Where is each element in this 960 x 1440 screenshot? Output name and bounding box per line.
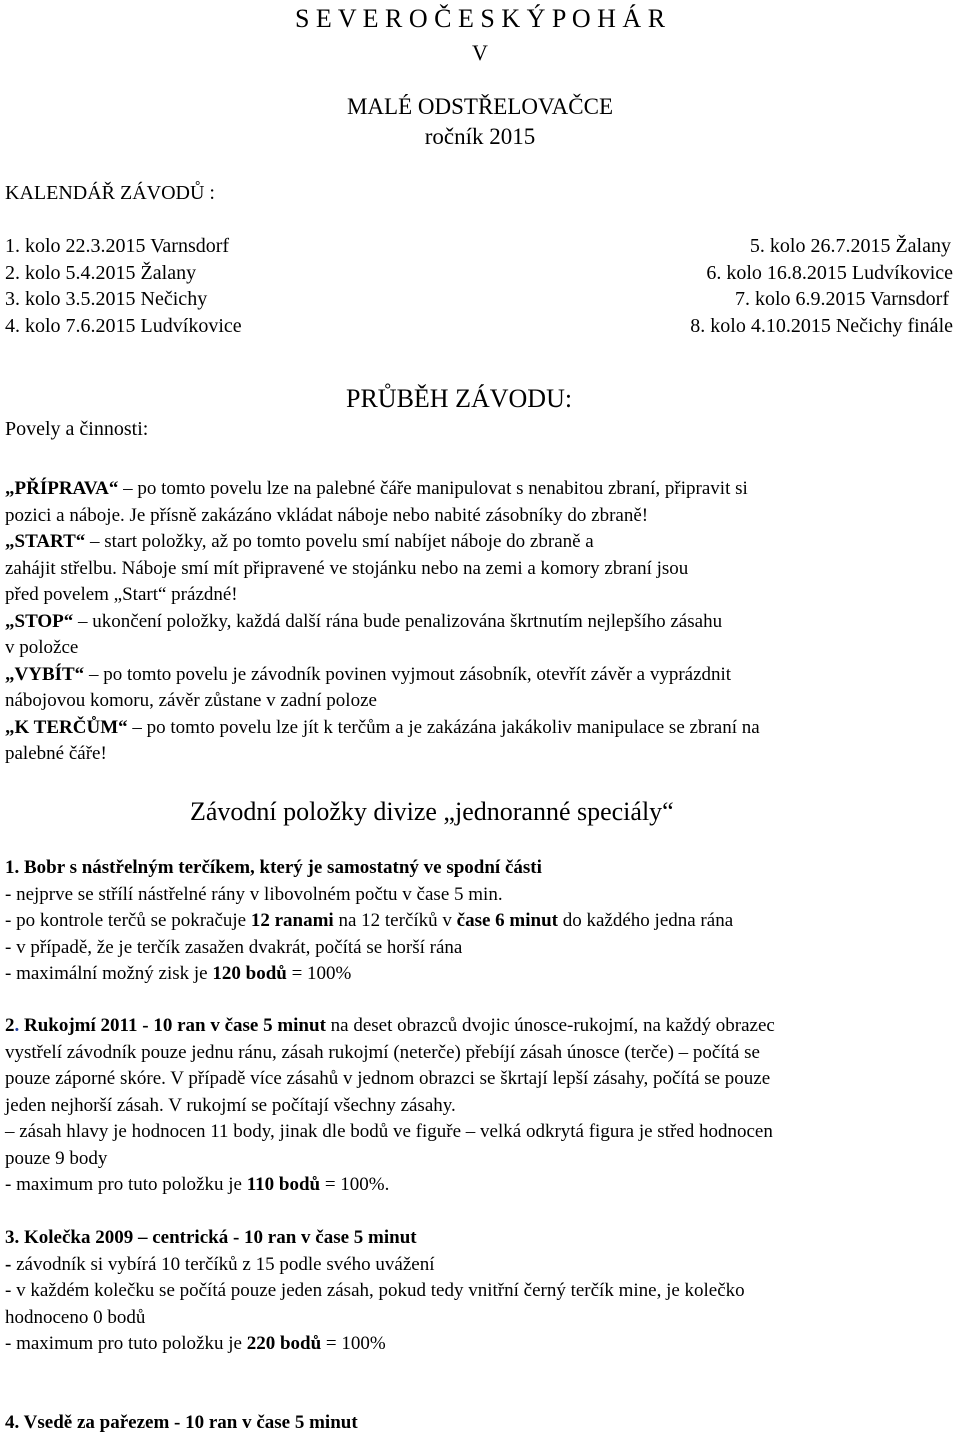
calendar-entry: 2. kolo 5.4.2015 Žalany	[5, 261, 197, 284]
item-title: 1. Bobr s nástřelným terčíkem, který je samostatný ve spodní části	[5, 857, 542, 878]
item-1: 1. Bobr s nástřelným terčíkem, který je samostatný ve spodní části - nejprve se střílí nástřelné rány v libovolném počtu v čase 5 min. - po kontrole terčů se pokračuje 12 ranami na 12 terčíků v čase 6 minut do každého jedna rána - v případě, že je terčík zasažen dvakrát, počítá se horší rána - maximální možný zisk je 120 bodů = 100%	[5, 855, 925, 988]
command-name: „K TERČŮM“	[5, 716, 128, 738]
item-line: 2. Rukojmí 2011 - 10 ran v čase 5 minut na deset obrazců dvojic únosce-rukojmí, na každý obrazec	[5, 1015, 775, 1036]
command-priprava: „PŘÍPRAVA“ – po tomto povelu lze na palebné čáře manipulovat s nenabitou zbraní, připravit si pozici a náboje. Je přísně zakázáno vkládat náboje nebo nabité zásobníky do zbraně!	[5, 478, 748, 526]
item-line: - maximum pro tuto položku je 110 bodů = 100%.	[5, 1174, 390, 1195]
commands-label: Povely a činnosti:	[5, 418, 149, 440]
calendar-entry: 8. kolo 4.10.2015 Nečichy finále	[690, 314, 953, 337]
item-title: Rukojmí 2011 - 10 ran v čase 5 minut	[19, 1015, 326, 1036]
subtitle-category: MALÉ ODSTŘELOVAČCE	[346, 94, 613, 119]
calendar-entry: 3. kolo 3.5.2015 Nečichy	[5, 288, 208, 310]
items-heading: Závodní položky divize „jednoranné speciály“	[190, 797, 674, 826]
page-title-v: V	[472, 40, 488, 65]
command-k-tercum: „K TERČŮM“ – po tomto povelu lze jít k terčům a je zakázána jakákoliv manipulace se zbraní na palebné čáře!	[5, 716, 760, 764]
calendar-heading: KALENDÁŘ ZÁVODŮ :	[5, 182, 215, 204]
calendar-entry: 5. kolo 26.7.2015 Žalany	[749, 235, 951, 257]
item-line: - maximum pro tuto položku je 220 bodů = 100%	[5, 1333, 386, 1354]
commands-list	[5, 476, 925, 768]
item-line: - závodník si vybírá 10 terčíků z 15 podle svého uvážení	[5, 1253, 435, 1275]
item-3: 3. Kolečka 2009 – centrická - 10 ran v čase 5 minut - závodník si vybírá 10 terčíků z 15 podle svého uvážení - v každém kolečku se počítá pouze jeden zásah, pokud tedy vnitřní černý terčík mine, je kolečko hodnoceno 0 bodů - maximum pro tuto položku je 220 bodů = 100%	[5, 1225, 925, 1358]
progress-heading: PRŮBĚH ZÁVODU:	[346, 384, 573, 413]
subtitle-year: ročník 2015	[424, 124, 536, 149]
item-line: - maximální možný zisk je 120 bodů = 100%	[5, 963, 352, 984]
calendar-entry: 4. kolo 7.6.2015 Ludvíkovice	[5, 314, 242, 337]
calendar-entry: 1. kolo 22.3.2015 Varnsdorf	[5, 235, 230, 257]
command-name: „PŘÍPRAVA“	[5, 478, 119, 499]
command-name: „VYBÍT“	[5, 663, 85, 685]
calendar-right	[690, 233, 953, 339]
calendar-entry: 6. kolo 16.8.2015 Ludvíkovice	[706, 261, 953, 284]
item-title: 3. Kolečka 2009 – centrická - 10 ran v čase 5 minut	[5, 1227, 417, 1248]
page-title: S E V E R O Č E S K Ý P O H Á R	[294, 4, 666, 33]
command-name: „STOP“	[5, 610, 74, 632]
item-4-title: 4. Vsedě za pařezem - 10 ran v čase 5 minut	[5, 1412, 358, 1433]
command-stop: „STOP“ – ukončení položky, každá další rána bude penalizována škrtnutím nejlepšího zásahu v položce	[5, 610, 723, 658]
command-start: „START“ – start položky, až po tomto povelu smí nabíjet náboje do zbraně a zahájit střelbu. Náboje smí mít připravené ve stojánku nebo na zemi a komory zbraní jsou před povelem „Start“ prázdné!	[5, 531, 689, 605]
command-name: „START“	[5, 531, 86, 552]
calendar-left	[5, 233, 242, 339]
item-line: - po kontrole terčů se pokračuje 12 ranami na 12 terčíků v čase 6 minut do každého jedna rána	[5, 910, 734, 931]
item-2: 2. Rukojmí 2011 - 10 ran v čase 5 minut na deset obrazců dvojic únosce-rukojmí, na každý obrazec vystřelí závodník pouze jednu ránu, zásah rukojmí (neterče) přebíjí zásah únosce (terče) – počítá se pouze záporné skóre. V případě více zásahů v jednom obrazci se škrtají lepší zásahy, počítá se pouze jeden nejhorší zásah. V rukojmí se počítají všechny zásahy. – zásah hlavy je hodnocen 11 body, jinak dle bodů ve figuře – velká odkrytá figura je střed hodnocen pouze 9 body - maximum pro tuto položku je 110 bodů = 100%.	[5, 1013, 925, 1199]
command-vybit: „VYBÍT“ – po tomto povelu je závodník povinen vyjmout zásobník, otevřít závěr a vyprázdnit nábojovou komoru, závěr zůstane v zadní poloze	[5, 663, 732, 711]
calendar-entry: 7. kolo 6.9.2015 Varnsdorf	[734, 288, 949, 310]
